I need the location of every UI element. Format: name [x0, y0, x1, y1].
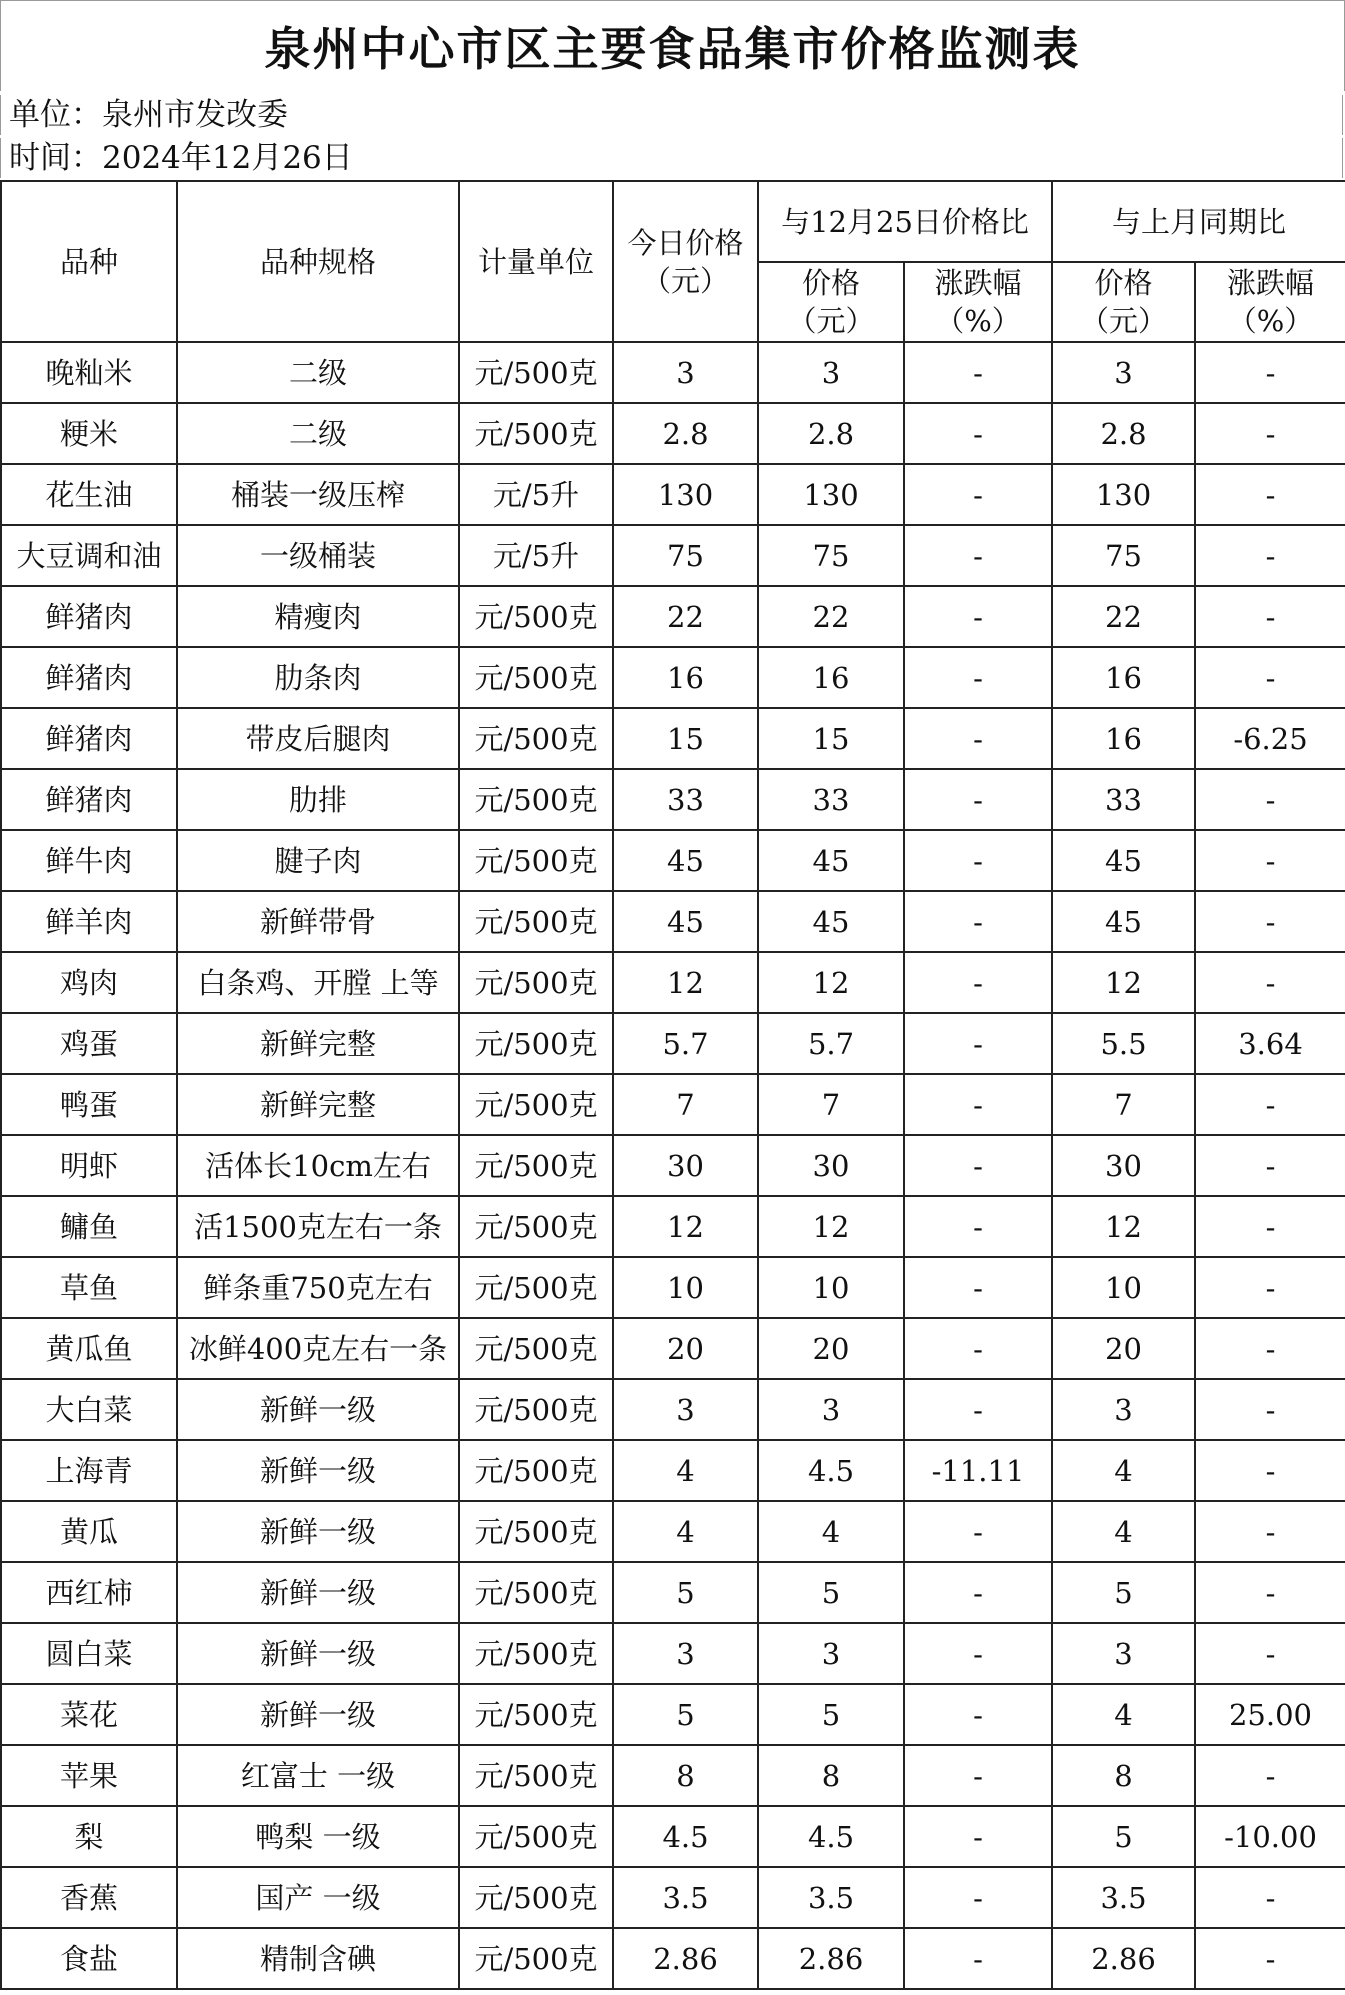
- header-prev-month-change: [1195, 262, 1345, 342]
- cell-prev-day-change: -: [904, 1928, 1052, 1989]
- cell-unit: 元/500克: [459, 1440, 613, 1501]
- cell-spec: 新鲜一级: [177, 1379, 459, 1440]
- table-row: [1, 1562, 1345, 1623]
- table-row: [1, 1867, 1345, 1928]
- cell-today-price: 130: [613, 464, 758, 525]
- cell-prev-month-price: 20: [1052, 1318, 1195, 1379]
- cell-prev-day-change: -: [904, 403, 1052, 464]
- cell-prev-day-change: -: [904, 1806, 1052, 1867]
- cell-prev-month-price: 12: [1052, 1196, 1195, 1257]
- cell-variety: 鸭蛋: [1, 1074, 177, 1135]
- cell-variety: 圆白菜: [1, 1623, 177, 1684]
- cell-prev-day-price: 3: [758, 1379, 904, 1440]
- cell-today-price: 15: [613, 708, 758, 769]
- cell-variety: 菜花: [1, 1684, 177, 1745]
- cell-prev-month-price: 12: [1052, 952, 1195, 1013]
- cell-unit: 元/500克: [459, 1623, 613, 1684]
- cell-variety: 鸡蛋: [1, 1013, 177, 1074]
- cell-today-price: 45: [613, 891, 758, 952]
- cell-prev-month-price: 45: [1052, 891, 1195, 952]
- cell-prev-day-change: -: [904, 525, 1052, 586]
- cell-spec: 国产 一级: [177, 1867, 459, 1928]
- cell-prev-day-price: 12: [758, 1196, 904, 1257]
- cell-unit: 元/500克: [459, 1013, 613, 1074]
- cell-unit: 元/500克: [459, 1074, 613, 1135]
- cell-unit: 元/500克: [459, 1928, 613, 1989]
- cell-today-price: 22: [613, 586, 758, 647]
- cell-prev-month-price: 33: [1052, 769, 1195, 830]
- cell-prev-month-change: -: [1195, 1562, 1345, 1623]
- cell-spec: 带皮后腿肉: [177, 708, 459, 769]
- cell-spec: 二级: [177, 342, 459, 403]
- cell-prev-day-change: -11.11: [904, 1440, 1052, 1501]
- table-row: [1, 1684, 1345, 1745]
- cell-today-price: 5: [613, 1684, 758, 1745]
- cell-prev-month-change: -: [1195, 1867, 1345, 1928]
- table-row: [1, 525, 1345, 586]
- cell-prev-month-change: -: [1195, 1318, 1345, 1379]
- cell-prev-month-change: -: [1195, 1379, 1345, 1440]
- cell-variety: 草鱼: [1, 1257, 177, 1318]
- cell-spec: 活体长10cm左右: [177, 1135, 459, 1196]
- table-row: [1, 586, 1345, 647]
- cell-prev-day-price: 4: [758, 1501, 904, 1562]
- cell-variety: 鳙鱼: [1, 1196, 177, 1257]
- table-row: [1, 830, 1345, 891]
- header-prev-month-price-line2: （元）: [1079, 304, 1167, 338]
- cell-prev-month-price: 3.5: [1052, 1867, 1195, 1928]
- cell-prev-month-price: 4: [1052, 1440, 1195, 1501]
- table-body: [1, 342, 1345, 1989]
- cell-variety: 黄瓜鱼: [1, 1318, 177, 1379]
- header-prev-day-price: [758, 262, 904, 342]
- header-unit: 计量单位: [459, 181, 613, 342]
- cell-unit: 元/500克: [459, 1135, 613, 1196]
- table-row: [1, 1257, 1345, 1318]
- cell-prev-month-change: -: [1195, 1623, 1345, 1684]
- cell-prev-month-change: -: [1195, 830, 1345, 891]
- header-prev-month-price-line1: 价格: [1094, 266, 1153, 300]
- cell-variety: 黄瓜: [1, 1501, 177, 1562]
- cell-spec: 白条鸡、开膛 上等: [177, 952, 459, 1013]
- table-row: [1, 1379, 1345, 1440]
- header-today-price-line2: （元）: [641, 263, 729, 298]
- cell-unit: 元/500克: [459, 1867, 613, 1928]
- cell-unit: 元/500克: [459, 1806, 613, 1867]
- cell-prev-day-change: -: [904, 1318, 1052, 1379]
- table-row: [1, 708, 1345, 769]
- cell-prev-day-price: 2.86: [758, 1928, 904, 1989]
- header-compare-prev-day: 与12月25日价格比: [758, 181, 1052, 262]
- cell-prev-day-price: 7: [758, 1074, 904, 1135]
- cell-prev-month-price: 16: [1052, 708, 1195, 769]
- cell-prev-month-price: 4: [1052, 1501, 1195, 1562]
- cell-spec: 桶装一级压榨: [177, 464, 459, 525]
- cell-prev-day-change: -: [904, 1562, 1052, 1623]
- cell-unit: 元/500克: [459, 1196, 613, 1257]
- cell-variety: 鲜猪肉: [1, 708, 177, 769]
- cell-prev-day-price: 8: [758, 1745, 904, 1806]
- cell-prev-day-price: 15: [758, 708, 904, 769]
- cell-variety: 鲜羊肉: [1, 891, 177, 952]
- cell-prev-day-price: 5: [758, 1562, 904, 1623]
- cell-prev-month-price: 22: [1052, 586, 1195, 647]
- cell-prev-day-change: -: [904, 1074, 1052, 1135]
- header-today-price: [613, 181, 758, 342]
- cell-variety: 明虾: [1, 1135, 177, 1196]
- cell-spec: 冰鲜400克左右一条: [177, 1318, 459, 1379]
- cell-variety: 香蕉: [1, 1867, 177, 1928]
- cell-today-price: 3: [613, 1623, 758, 1684]
- cell-prev-day-price: 75: [758, 525, 904, 586]
- cell-prev-day-change: -: [904, 952, 1052, 1013]
- cell-unit: 元/500克: [459, 1318, 613, 1379]
- cell-prev-day-price: 12: [758, 952, 904, 1013]
- header-prev-day-price-line1: 价格: [801, 266, 860, 300]
- cell-prev-month-price: 5: [1052, 1562, 1195, 1623]
- cell-prev-month-price: 45: [1052, 830, 1195, 891]
- cell-spec: 新鲜一级: [177, 1440, 459, 1501]
- cell-variety: 梨: [1, 1806, 177, 1867]
- cell-prev-month-price: 3: [1052, 1379, 1195, 1440]
- cell-prev-month-price: 75: [1052, 525, 1195, 586]
- cell-spec: 肋排: [177, 769, 459, 830]
- cell-unit: 元/500克: [459, 1562, 613, 1623]
- cell-prev-month-price: 8: [1052, 1745, 1195, 1806]
- cell-prev-month-change: 25.00: [1195, 1684, 1345, 1745]
- cell-prev-day-change: -: [904, 1501, 1052, 1562]
- cell-prev-day-price: 3: [758, 342, 904, 403]
- table-row: [1, 1440, 1345, 1501]
- cell-prev-day-price: 4.5: [758, 1440, 904, 1501]
- cell-unit: 元/500克: [459, 952, 613, 1013]
- table-row: [1, 1623, 1345, 1684]
- cell-unit: 元/5升: [459, 464, 613, 525]
- cell-prev-month-change: 3.64: [1195, 1013, 1345, 1074]
- cell-unit: 元/500克: [459, 647, 613, 708]
- cell-prev-month-change: -: [1195, 952, 1345, 1013]
- cell-today-price: 33: [613, 769, 758, 830]
- cell-variety: 西红柿: [1, 1562, 177, 1623]
- cell-variety: 大豆调和油: [1, 525, 177, 586]
- page-title: 泉州中心市区主要食品集市价格监测表: [264, 22, 1081, 76]
- cell-prev-day-change: -: [904, 1684, 1052, 1745]
- cell-prev-month-change: -: [1195, 1135, 1345, 1196]
- cell-prev-day-change: -: [904, 769, 1052, 830]
- cell-prev-month-price: 130: [1052, 464, 1195, 525]
- table-row: [1, 1928, 1345, 1989]
- cell-spec: 肋条肉: [177, 647, 459, 708]
- cell-prev-day-change: -: [904, 891, 1052, 952]
- header-prev-day-change-line2: （%）: [935, 304, 1021, 338]
- cell-today-price: 10: [613, 1257, 758, 1318]
- cell-prev-day-price: 5.7: [758, 1013, 904, 1074]
- cell-prev-day-change: -: [904, 1257, 1052, 1318]
- cell-prev-month-change: -: [1195, 464, 1345, 525]
- cell-prev-month-change: -: [1195, 891, 1345, 952]
- cell-prev-day-change: -: [904, 647, 1052, 708]
- cell-prev-day-change: -: [904, 1623, 1052, 1684]
- header-prev-month-change-line2: （%）: [1227, 304, 1314, 338]
- cell-variety: 鲜牛肉: [1, 830, 177, 891]
- cell-spec: 新鲜完整: [177, 1074, 459, 1135]
- cell-unit: 元/500克: [459, 769, 613, 830]
- cell-prev-day-change: -: [904, 1013, 1052, 1074]
- cell-prev-day-change: -: [904, 342, 1052, 403]
- table-row: [1, 769, 1345, 830]
- cell-prev-day-price: 3.5: [758, 1867, 904, 1928]
- cell-today-price: 45: [613, 830, 758, 891]
- header-today-price-line1: 今日价格: [627, 225, 744, 260]
- cell-prev-day-change: -: [904, 708, 1052, 769]
- cell-prev-month-price: 3: [1052, 342, 1195, 403]
- cell-prev-month-change: -: [1195, 1745, 1345, 1806]
- cell-prev-day-price: 3: [758, 1623, 904, 1684]
- cell-prev-day-price: 5: [758, 1684, 904, 1745]
- cell-prev-month-change: -: [1195, 1196, 1345, 1257]
- cell-prev-month-price: 16: [1052, 647, 1195, 708]
- header-prev-month-price: [1052, 262, 1195, 342]
- cell-prev-month-change: -: [1195, 525, 1345, 586]
- cell-spec: 红富士 一级: [177, 1745, 459, 1806]
- cell-variety: 上海青: [1, 1440, 177, 1501]
- cell-spec: 一级桶装: [177, 525, 459, 586]
- cell-prev-day-price: 30: [758, 1135, 904, 1196]
- cell-today-price: 3.5: [613, 1867, 758, 1928]
- cell-prev-day-price: 130: [758, 464, 904, 525]
- cell-today-price: 75: [613, 525, 758, 586]
- cell-prev-day-price: 4.5: [758, 1806, 904, 1867]
- cell-prev-month-price: 5: [1052, 1806, 1195, 1867]
- cell-unit: 元/500克: [459, 891, 613, 952]
- cell-today-price: 7: [613, 1074, 758, 1135]
- table-row: [1, 647, 1345, 708]
- table-row: [1, 1196, 1345, 1257]
- cell-spec: 新鲜一级: [177, 1562, 459, 1623]
- cell-prev-month-change: -: [1195, 647, 1345, 708]
- cell-prev-month-price: 2.86: [1052, 1928, 1195, 1989]
- cell-prev-day-price: 16: [758, 647, 904, 708]
- cell-prev-day-change: -: [904, 1867, 1052, 1928]
- cell-today-price: 16: [613, 647, 758, 708]
- time-line: 时间：2024年12月26日: [0, 138, 1343, 178]
- cell-today-price: 3: [613, 1379, 758, 1440]
- cell-today-price: 12: [613, 952, 758, 1013]
- cell-prev-month-change: -: [1195, 342, 1345, 403]
- table-row: [1, 1806, 1345, 1867]
- cell-variety: 晚籼米: [1, 342, 177, 403]
- cell-unit: 元/500克: [459, 830, 613, 891]
- table-row: [1, 1745, 1345, 1806]
- cell-today-price: 12: [613, 1196, 758, 1257]
- cell-prev-month-price: 2.8: [1052, 403, 1195, 464]
- cell-unit: 元/500克: [459, 403, 613, 464]
- cell-today-price: 2.8: [613, 403, 758, 464]
- cell-prev-month-change: -: [1195, 403, 1345, 464]
- cell-variety: 鸡肉: [1, 952, 177, 1013]
- header-prev-month-change-line1: 涨跌幅: [1227, 266, 1315, 300]
- cell-prev-day-price: 20: [758, 1318, 904, 1379]
- cell-prev-day-change: -: [904, 1196, 1052, 1257]
- header-prev-day-change: [904, 262, 1052, 342]
- cell-spec: 新鲜完整: [177, 1013, 459, 1074]
- cell-unit: 元/500克: [459, 586, 613, 647]
- cell-variety: 花生油: [1, 464, 177, 525]
- table-row: [1, 1135, 1345, 1196]
- cell-prev-day-change: -: [904, 586, 1052, 647]
- table-row: [1, 952, 1345, 1013]
- cell-today-price: 5: [613, 1562, 758, 1623]
- cell-variety: 鲜猪肉: [1, 586, 177, 647]
- cell-spec: 活1500克左右一条: [177, 1196, 459, 1257]
- price-table: [0, 180, 1345, 1990]
- cell-today-price: 3: [613, 342, 758, 403]
- cell-today-price: 30: [613, 1135, 758, 1196]
- cell-prev-month-price: 10: [1052, 1257, 1195, 1318]
- cell-prev-month-change: -: [1195, 1501, 1345, 1562]
- table-row: [1, 403, 1345, 464]
- title-bar: [0, 0, 1345, 91]
- cell-today-price: 2.86: [613, 1928, 758, 1989]
- cell-prev-day-change: -: [904, 464, 1052, 525]
- cell-today-price: 4.5: [613, 1806, 758, 1867]
- cell-prev-month-change: -10.00: [1195, 1806, 1345, 1867]
- cell-spec: 新鲜一级: [177, 1623, 459, 1684]
- cell-prev-day-price: 45: [758, 830, 904, 891]
- header-variety: 品种: [1, 181, 177, 342]
- cell-prev-day-change: -: [904, 1745, 1052, 1806]
- cell-prev-day-price: 10: [758, 1257, 904, 1318]
- cell-prev-day-price: 2.8: [758, 403, 904, 464]
- cell-spec: 新鲜一级: [177, 1684, 459, 1745]
- cell-today-price: 8: [613, 1745, 758, 1806]
- cell-prev-month-price: 7: [1052, 1074, 1195, 1135]
- table-row: [1, 464, 1345, 525]
- cell-today-price: 5.7: [613, 1013, 758, 1074]
- cell-prev-day-change: -: [904, 830, 1052, 891]
- cell-today-price: 4: [613, 1501, 758, 1562]
- cell-variety: 食盐: [1, 1928, 177, 1989]
- cell-spec: 精瘦肉: [177, 586, 459, 647]
- table-row: [1, 342, 1345, 403]
- cell-prev-day-price: 33: [758, 769, 904, 830]
- cell-prev-day-change: -: [904, 1135, 1052, 1196]
- cell-spec: 腱子肉: [177, 830, 459, 891]
- table-row: [1, 1013, 1345, 1074]
- cell-spec: 鲜条重750克左右: [177, 1257, 459, 1318]
- table-row: [1, 1501, 1345, 1562]
- cell-prev-month-change: -6.25: [1195, 708, 1345, 769]
- cell-unit: 元/5升: [459, 525, 613, 586]
- cell-unit: 元/500克: [459, 342, 613, 403]
- cell-spec: 新鲜带骨: [177, 891, 459, 952]
- cell-prev-day-price: 22: [758, 586, 904, 647]
- cell-unit: 元/500克: [459, 1257, 613, 1318]
- cell-prev-month-price: 4: [1052, 1684, 1195, 1745]
- cell-variety: 鲜猪肉: [1, 769, 177, 830]
- cell-spec: 新鲜一级: [177, 1501, 459, 1562]
- cell-variety: 鲜猪肉: [1, 647, 177, 708]
- cell-unit: 元/500克: [459, 1684, 613, 1745]
- cell-today-price: 4: [613, 1440, 758, 1501]
- cell-prev-month-change: -: [1195, 1074, 1345, 1135]
- cell-prev-day-price: 45: [758, 891, 904, 952]
- header-spec: 品种规格: [177, 181, 459, 342]
- cell-unit: 元/500克: [459, 1501, 613, 1562]
- cell-variety: 粳米: [1, 403, 177, 464]
- header-prev-day-change-line1: 涨跌幅: [934, 266, 1022, 300]
- cell-unit: 元/500克: [459, 1745, 613, 1806]
- table-row: [1, 1074, 1345, 1135]
- cell-prev-month-change: -: [1195, 769, 1345, 830]
- cell-spec: 精制含碘: [177, 1928, 459, 1989]
- table-row: [1, 891, 1345, 952]
- cell-unit: 元/500克: [459, 1379, 613, 1440]
- cell-prev-month-price: 30: [1052, 1135, 1195, 1196]
- cell-prev-month-change: -: [1195, 586, 1345, 647]
- cell-prev-day-change: -: [904, 1379, 1052, 1440]
- cell-variety: 大白菜: [1, 1379, 177, 1440]
- cell-prev-month-change: -: [1195, 1257, 1345, 1318]
- cell-unit: 元/500克: [459, 708, 613, 769]
- cell-prev-month-price: 5.5: [1052, 1013, 1195, 1074]
- header-prev-day-price-line2: （元）: [787, 304, 875, 338]
- cell-prev-month-price: 3: [1052, 1623, 1195, 1684]
- cell-prev-month-change: -: [1195, 1440, 1345, 1501]
- cell-spec: 鸭梨 一级: [177, 1806, 459, 1867]
- cell-variety: 苹果: [1, 1745, 177, 1806]
- table-row: [1, 1318, 1345, 1379]
- header-compare-prev-month: 与上月同期比: [1052, 181, 1345, 262]
- cell-today-price: 20: [613, 1318, 758, 1379]
- unit-line: 单位：泉州市发改委: [0, 95, 1343, 135]
- cell-spec: 二级: [177, 403, 459, 464]
- cell-prev-month-change: -: [1195, 1928, 1345, 1989]
